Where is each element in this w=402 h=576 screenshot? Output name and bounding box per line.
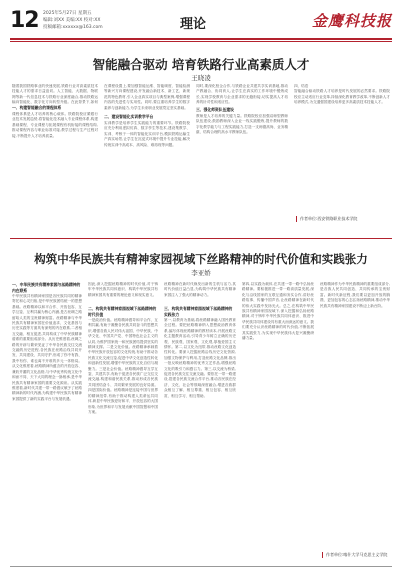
article1-col3-text: 同时,要深化校企合作,与铁路企业共建共享实训基地,推动产教融合、协同育人,让学生在真实的工作环境中锻炼成长,实现学校教育与企业需求的无缝衔接,切实提高人才培养的针对性和适应性。 [196, 84, 288, 105]
article2-author: 李亚娇 [191, 269, 211, 277]
article1-col1-text: 随着我国铁路事业的快速发展,铁路行业对高素质技术技能人才的需求日益迫切。人工智能、大数据、物联网等新一代信息技术与铁路行业深度融合,推动铁路运输向智能化、数字化方向转型升级。在此背景下,如何 [12, 84, 98, 104]
article1-col2-text: 在课程设置上,要加强智能运维、智能调度、智能检测等新兴方向课程建设,开发融合新技术、新工艺、新规范的特色教材,引入企业真实项目与典型案例,增强课程内容的先进性与实用性。同时,要注重培养学生的数字素养与创新能力,为学生未来职业发展奠定坚实基础。 [104, 84, 190, 110]
footer-rule [10, 566, 392, 567]
article2-col3-text: 丝路精神在新时代焕发出新的生机与活力,其时代价值日益凸显,为构筑中华民族共有精神家园注入了强大的精神动力。 [164, 282, 236, 297]
email-line: 投稿邮箱:xxxxxx@163.com [43, 25, 103, 30]
article1-subhead-3: 三、强化师资队伍建设 [196, 107, 234, 112]
article1-title: 智能融合驱动 培育铁路行业高素质人才 [92, 57, 310, 72]
date-line: 2025年5月27日 星期五 [43, 11, 92, 16]
article1-col3b-text: 教师是人才培养的关键力量。铁路院校应加强双师型教师队伍建设,鼓励教师深入企业一线实践锻炼,提升教师的数字化教学能力与工程实践能力,打造一支师德高尚、业务精湛、结构合理的高水平教师队伍。 [196, 114, 288, 135]
page-number: 12 [10, 8, 39, 33]
page-header [10, 8, 392, 38]
article1-subhead-2: 二、建设智能化实训教学平台 [104, 114, 154, 119]
article2-col4-text: 第四,以实践为载体,在共建一带一路中弘扬丝路精神。要积极推进一带一路高质量发展,深化与沿线国家的互联互通和务实合作,讲好丝路故事、传播中国声音,让丝路精神在新时代的伟大实践中发扬光大。总之,在构筑中华民族共有精神家园视域下,深入挖掘和弘扬丝路精神,对于铸牢中华民族共同体意识、推进中华民族共同体建设具有重大而深远的意义。我们要充分认识丝路精神的时代价值,不断拓展其实践张力,为实现中华民族伟大复兴凝聚磅礴力量。 [242, 282, 314, 341]
article2-col1-text: 中华民族共有精神家园是各民族共同的精神寄托和心灵归宿,是中华民族团结统一的思想基础。丝路精神以和平合作、开放包容、互学互鉴、互利共赢为核心内涵,是古丝绸之路留给人类的宝贵精神财富。丝路精神与中华民族共有精神家园在价值追求、文化基因与历史实践等方面具有深刻的内在联系,二者相互交融、相互促进,共同构成了中华民族精神谱系的重要组成部分。从历史维度看,丝绸之路的开辟与繁荣见证了中华各民族交往交流交融的历史进程,各民族在丝路沿线共同开发、共同建设、共同守护,形成了你中有我、我中有你、谁也离不开谁的多元一体格局。从文化维度看,丝路精神所蕴含的开放包容、兼收并蓄的文化品格,与中华优秀传统文化中和而不同、天下大同的理念一脉相承,是中华民族共有精神家园的重要文化源泉。从实践维度看,新时代共建一带一路倡议赋予了丝路精神新的时代内涵,为构建中华民族共有精神家园提供了新的实践平台与发展机遇。 [12, 294, 82, 401]
article2-title: 构筑中华民族共有精神家园视域下丝路精神的时代价值和实践张力 [34, 252, 368, 266]
article1-col1b-text: 课程体系是人才培养的核心载体。铁路院校应紧跟行业技术发展趋势,将智能化技术融入专业课程体系,构建基础课程、专业课程与拓展课程有机衔接的课程结构,推动课程内容与职业标准对接,教学过程与生产过程对接,不断提升人才培养质量。 [12, 112, 98, 138]
section-title: 理论 [180, 17, 207, 32]
issue-meta [43, 10, 103, 31]
article2-col5-text: 丝路精神作为中华民族精神的重要组成部分,是各族人民共同创造、共同传承的宝贵财富。新时代新征程,我们要以更加开放的胸襟、更加包容的心态弘扬丝路精神,推动中华民族共有精神家园建设不断迈上新台阶。 [320, 282, 390, 308]
newspaper-masthead: 金鹰科技报 [311, 12, 392, 30]
article2-author-affiliation: 作者单位:喀什大学马克思主义学院 [322, 552, 392, 558]
article1-col2b-text: 实训教学是培养学生实践能力的重要环节。铁路院校应充分利用虚拟仿真、数字孪生等技术,建设集教学、实训、考核于一体的智能化实训平台,模拟铁路运输生产真实场景,让学生在沉浸式环境中提升专业技能,解决传统实训中高成本、高风险、难再现等问题。 [104, 121, 190, 147]
article2-col2b-text: 一是政治价值。丝路精神倡导和平合作、互利共赢,有助于凝聚各民族共同奋斗的思想共识,增强各族人民对伟大祖国、中华民族、中华文化、中国共产党、中国特色社会主义的认同,为维护国家统一和民族团结提供坚实的精神支撑。二是文化价值。丝路精神承载着中华民族开放包容的文化传统,有助于推动各民族文化交流互鉴,促进中华文化创造性转化和创新性发展,增强中华民族的文化自信与凝聚力。三是社会价值。丝路精神倡导互学互鉴、共建共享,有助于促进各民族广泛交往交流交融,构建和谐民族关系,推动形成各民族共同团结奋斗、共同繁荣发展的良好局面。四是国际价值。丝路精神是连接中国与世界的精神纽带,有助于推动构建人类命运共同体,彰显中华民族爱好和平、开放包容的大国形象,为世界和平与发展贡献中国智慧和中国方案。 [88, 318, 158, 414]
issue-line: 编辑:刘XX 美编:XX 校对:XX [43, 18, 101, 23]
article2-col3b-text: 第一,以教育为基础,将丝路精神融入国民教育全过程。要把丝路精神纳入思想政治教育体系,编写体现丝路精神的教材读本,开展丝路文化主题教育活动,引导青少年树立正确的历史观、民族观、国家观、文化观,厚植爱国主义情怀。第二,以文化为纽带,推动丝路文化创造性转化。要深入挖掘丝路沿线历史文化资源,加强文物保护与利用,打造丝路文化品牌,推出一批反映丝路精神的优秀文艺作品,增强丝路文化的吸引力和感召力。第三,以交流为桥梁,促进各民族交往交流交融。要依托一带一路建设,搭建各民族交流合作平台,推动各民族在经济、文化、社会等领域深度融合,增进各族群众相互了解、相互尊重、相互包容、相互欣赏、相互学习、相互帮助。 [164, 318, 236, 398]
article1-subhead-1: 一、构建智能融合的课程体系 [12, 105, 62, 110]
article-divider [10, 238, 392, 239]
article1-author: 王晓凌 [191, 74, 211, 82]
header-rule [10, 38, 392, 40]
article1-col4-text: 四、结语 智能融合驱动铁路人才培养是时代发展的必然要求。铁路院校应主动适应行业变革,持续深化教育教学改革,不断创新人才培养模式,为交通强国建设培养更多高素质技术技能人才。 [294, 84, 390, 105]
article2-subhead-1: 一、中华民族共有精神家园与丝路精神的内在联系 [12, 282, 81, 293]
article2-subhead-3: 三、构筑共有精神家园视域下丝路精神的实践张力 [164, 306, 233, 317]
article2-subhead-2: 二、构筑共有精神家园视域下丝路精神的时代价值 [88, 306, 157, 317]
article1-author-affiliation: 作者单位:西安铁路职业技术学院 [296, 216, 390, 222]
article2-col2-text: 因此,深入挖掘丝路精神的时代价值,对于铸牢中华民族共同体意识、构筑中华民族共有精神家园具有重要的理论意义和现实意义。 [88, 282, 158, 297]
header-rule-thin [10, 41, 392, 42]
